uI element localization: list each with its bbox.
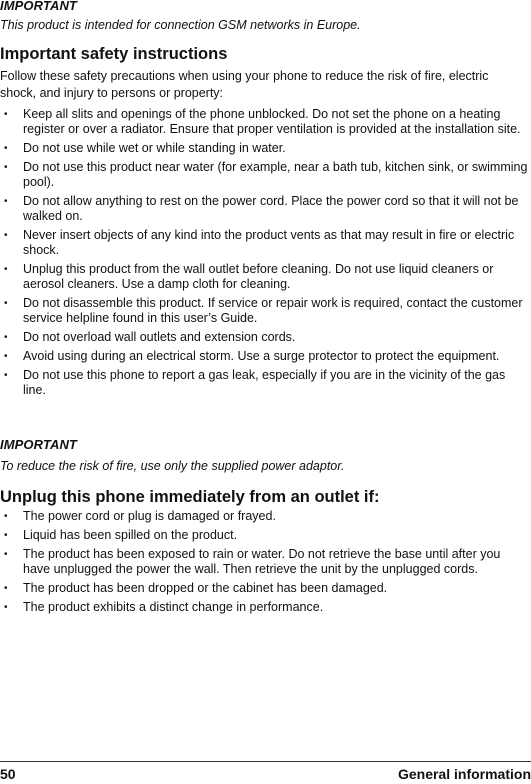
bullet-icon: • — [4, 143, 8, 154]
safety-list-item — [0, 228, 531, 258]
safety-list-item — [0, 107, 531, 137]
unplug-list — [0, 509, 531, 619]
safety-list-item-text: Never insert objects of any kind into the product vents as that may result in fire or electric shock. — [23, 228, 515, 257]
safety-list-item — [0, 262, 531, 292]
bullet-icon: • — [4, 162, 8, 173]
bullet-icon: • — [4, 298, 8, 309]
bullet-icon: • — [4, 530, 8, 541]
bullet-icon: • — [4, 332, 8, 343]
safety-list-item — [0, 194, 531, 224]
unplug-list-item-text: The power cord or plug is damaged or frayed. — [23, 509, 276, 523]
unplug-list-item — [0, 600, 531, 615]
safety-list-item — [0, 349, 531, 364]
important-note-top: This product is intended for connection GSM networks in Europe. — [0, 18, 361, 32]
bullet-icon: • — [4, 196, 8, 207]
safety-list-item-text: Do not use while wet or while standing in water. — [23, 141, 286, 155]
safety-list-item — [0, 141, 531, 156]
bullet-icon: • — [4, 109, 8, 120]
unplug-list-item-text: The product has been dropped or the cabinet has been damaged. — [23, 581, 388, 595]
important-note-mid: To reduce the risk of fire, use only the supplied power adaptor. — [0, 459, 345, 473]
safety-list-item-text: Avoid using during an electrical storm. Use a surge protector to protect the equipment. — [23, 349, 500, 363]
unplug-list-item — [0, 509, 531, 524]
safety-list-item-text: Keep all slits and openings of the phone unblocked. Do not set the phone on a heating register or over a radiator. Ensure that proper ventilation is provided at the installation site. — [23, 107, 521, 136]
important-label-top: IMPORTANT — [0, 0, 77, 13]
unplug-list-item-text: The product exhibits a distinct change in performance. — [23, 600, 324, 614]
unplug-list-item-text: The product has been exposed to rain or water. Do not retrieve the base until after you have unplugged the power the wall. Then retrieve the unit by the unplugged cords. — [23, 547, 501, 576]
safety-list-item-text: Do not overload wall outlets and extension cords. — [23, 330, 296, 344]
bullet-icon: • — [4, 230, 8, 241]
safety-list-item — [0, 160, 531, 190]
unplug-heading: Unplug this phone immediately from an outlet if: — [0, 488, 380, 506]
bullet-icon: • — [4, 602, 8, 613]
bullet-icon: • — [4, 370, 8, 381]
safety-intro: Follow these safety precautions when using your phone to reduce the risk of fire, electric shock, and injury to persons or property: — [0, 69, 489, 100]
bullet-icon: • — [4, 583, 8, 594]
unplug-list-item — [0, 528, 531, 543]
important-label-mid: IMPORTANT — [0, 437, 77, 452]
page-number: 50 — [0, 766, 16, 782]
unplug-list-item — [0, 547, 531, 577]
bullet-icon: • — [4, 549, 8, 560]
safety-list-item-text: Do not use this phone to report a gas leak, especially if you are in the vicinity of the gas line. — [23, 368, 506, 397]
footer-rule — [0, 761, 531, 762]
unplug-list-item — [0, 581, 531, 596]
safety-list-item-text: Do not disassemble this product. If service or repair work is required, contact the customer service helpline found in this user’s Guide. — [23, 296, 523, 325]
safety-list-item — [0, 296, 531, 326]
bullet-icon: • — [4, 264, 8, 275]
safety-list-item — [0, 368, 531, 398]
section-name: General information — [397, 766, 531, 782]
bullet-icon: • — [4, 511, 8, 522]
unplug-list-item-text: Liquid has been spilled on the product. — [23, 528, 238, 542]
safety-list-item — [0, 330, 531, 345]
safety-list-item-text: Unplug this product from the wall outlet before cleaning. Do not use liquid cleaners or aerosol cleaners. Use a damp cloth for cleaning. — [23, 262, 494, 291]
safety-list-item-text: Do not use this product near water (for example, near a bath tub, kitchen sink, or swimming pool). — [23, 160, 528, 189]
safety-list-item-text: Do not allow anything to rest on the power cord. Place the power cord so that it will not be walked on. — [23, 194, 519, 223]
safety-heading: Important safety instructions — [0, 45, 228, 63]
bullet-icon: • — [4, 351, 8, 362]
safety-list — [0, 107, 531, 402]
